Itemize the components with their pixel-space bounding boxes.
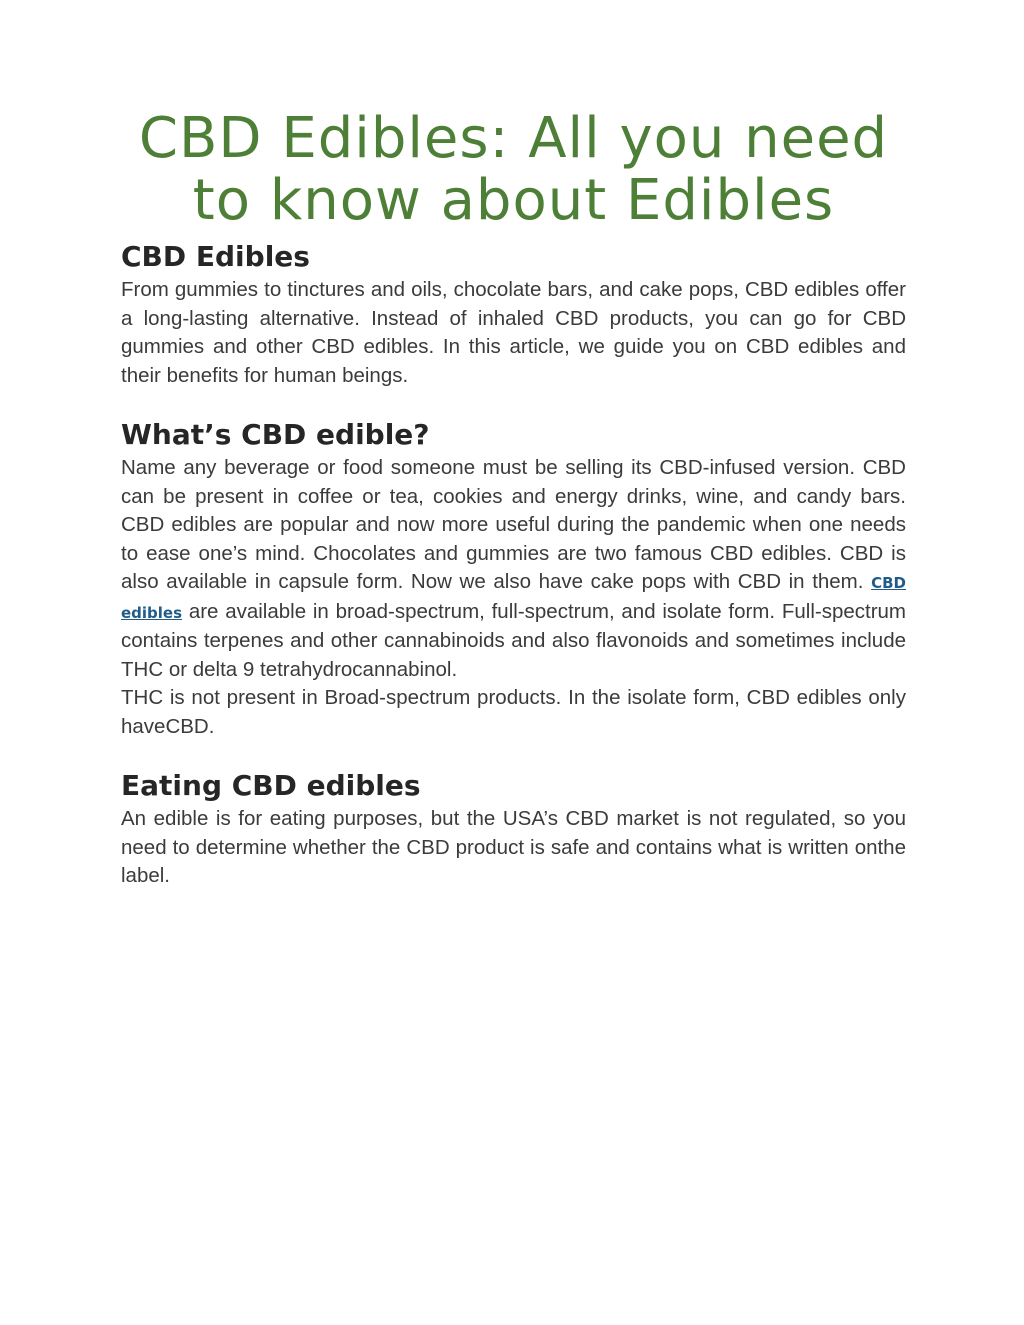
section-heading-whats-cbd-edible: What’s CBD edible? [121,418,430,451]
section-heading-eating-cbd-edibles: Eating CBD edibles [121,769,421,802]
paragraph-text-after-link: are available in broad-spectrum, full-spectrum, and isolate form. Full-spectrum contains terpenes and other cannabinoids and also flavonoids and sometimes include THC or delta 9 tetrahydrocannabinol. [121,599,906,681]
thc-paragraph: THC is not present in Broad-spectrum products. In the isolate form, CBD edibles only haveCBD. [121,686,906,738]
document-title: CBD Edibles: All you need to know about Edibles [138,106,889,233]
eating-paragraph: An edible is for eating purposes, but the USA’s CBD market is not regulated, so you need to determine whether the CBD product is safe and contains what is written onthe label. [121,807,906,887]
whats-cbd-edible-paragraph [121,454,906,684]
section-heading-cbd-edibles: CBD Edibles [121,240,310,273]
intro-paragraph: From gummies to tinctures and oils, chocolate bars, and cake pops, CBD edibles offer a long-lasting alternative. Instead of inhaled CBD products, you can go for CBD gummies and other CBD edibles. In this article, we guide you on CBD edibles and their benefits for human beings. [121,278,906,387]
cbd-edibles-link[interactable]: CBD edibles [121,574,906,622]
paragraph-text-before-link: Name any beverage or food someone must be selling its CBD-infused version. CBD can be present in coffee or tea, cookies and energy drinks, wine, and candy bars. CBD edibles are popular and now more useful during the pandemic when one needs to ease one’s mind. Chocolates and gummies are two famous CBD edibles. CBD is also available in capsule form. Now we also have cake pops with CBD in them. [121,456,906,593]
document-page [121,108,906,891]
